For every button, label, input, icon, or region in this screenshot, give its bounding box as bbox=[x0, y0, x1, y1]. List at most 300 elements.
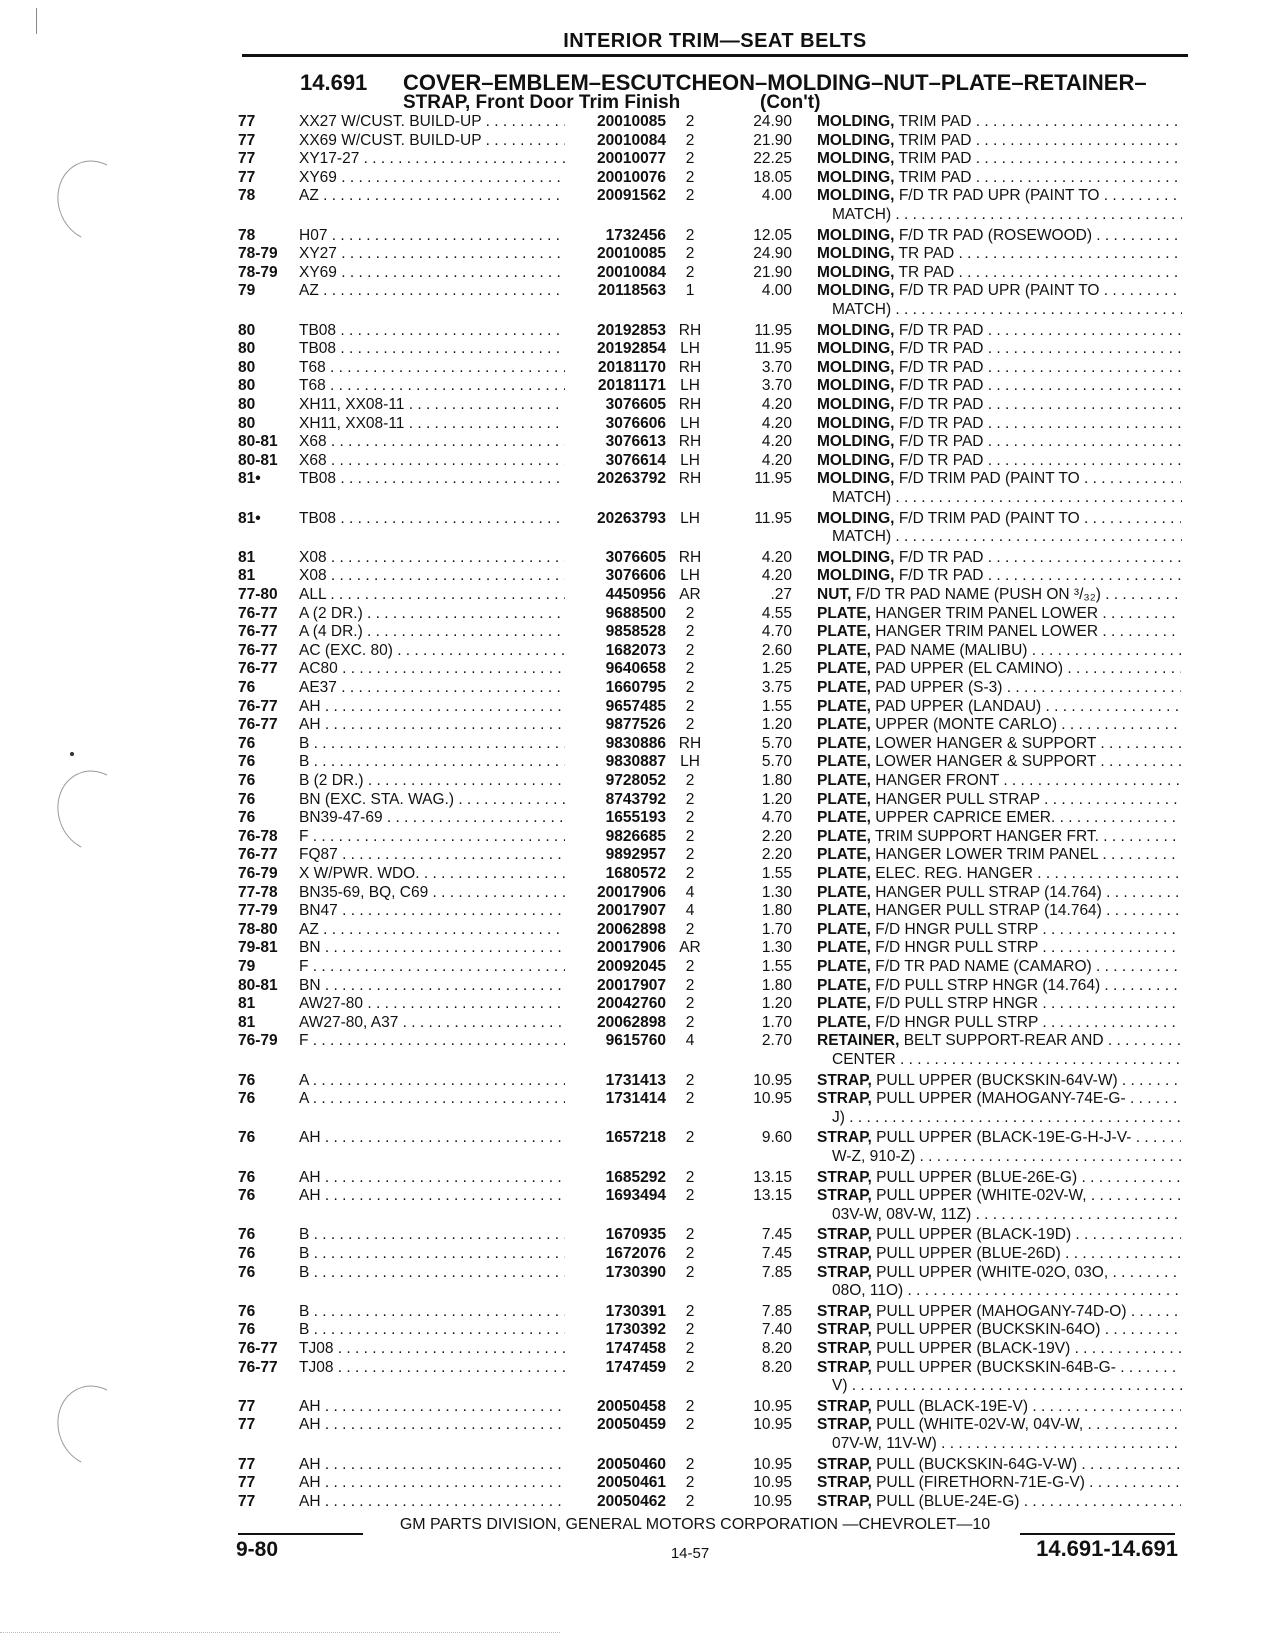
model-year: 81• bbox=[238, 470, 261, 488]
table-row bbox=[0, 642, 1280, 661]
part-description bbox=[817, 623, 1181, 642]
model-code: T68 . . . bbox=[299, 377, 565, 396]
part-noun: MOLDING, bbox=[817, 358, 895, 376]
quantity: 2 bbox=[685, 1416, 695, 1434]
model-year: 79 bbox=[238, 958, 256, 975]
model-code: A (4 DR.) . . . bbox=[299, 623, 565, 642]
part-description bbox=[817, 605, 1181, 624]
model-code: BN35-69, BQ, C69 . . . bbox=[299, 884, 565, 903]
part-number: 20017906 bbox=[566, 884, 666, 903]
model-code: AW27-80 . . . bbox=[299, 995, 565, 1014]
quantity: 2 bbox=[685, 995, 695, 1013]
quantity: 2 bbox=[685, 1474, 695, 1492]
table-row bbox=[0, 884, 1280, 903]
part-number: 20118563 bbox=[566, 282, 666, 301]
part-detail: PULL (FIRETHORN-71E-G-V) bbox=[876, 1474, 1085, 1492]
part-noun: STRAP, bbox=[817, 1090, 872, 1108]
model-code: B . . . bbox=[299, 753, 565, 772]
model-code: TB08 . . . bbox=[299, 470, 565, 489]
part-detail: PULL (WHITE-02V-W, 04V-W, bbox=[876, 1416, 1084, 1434]
quantity: 2 bbox=[685, 1340, 695, 1357]
table-row bbox=[0, 679, 1280, 698]
price: 7.45 bbox=[761, 1245, 792, 1262]
part-number: 1655193 bbox=[566, 809, 666, 828]
part-detail: PULL (BLACK-19E-V) bbox=[876, 1397, 1029, 1415]
model-year: 80 bbox=[238, 396, 256, 413]
group-title-line1: COVER–EMBLEM–ESCUTCHEON–MOLDING–NUT–PLATE–RETAINER– bbox=[403, 70, 1147, 95]
price: 8.20 bbox=[761, 1358, 792, 1376]
price: 3.75 bbox=[761, 679, 792, 696]
part-detail: F/D TR PAD bbox=[898, 548, 984, 566]
model-code: X08 . . . bbox=[299, 567, 565, 586]
model-year: 80 bbox=[238, 377, 256, 395]
part-description bbox=[817, 1416, 1181, 1435]
model-year: 77 bbox=[238, 1455, 256, 1473]
model-year: 76 bbox=[238, 1071, 256, 1089]
table-row bbox=[0, 1303, 1280, 1322]
part-number: 9728052 bbox=[566, 772, 666, 791]
price: 9.60 bbox=[761, 1129, 792, 1147]
model-code: AE37 . . . bbox=[299, 679, 565, 698]
quantity: 2 bbox=[685, 716, 695, 734]
price: 1.55 bbox=[761, 865, 792, 882]
part-detail: HANGER LOWER TRIM PANEL bbox=[875, 846, 1099, 864]
model-year: 76 bbox=[238, 1187, 256, 1205]
part-description bbox=[817, 282, 1181, 301]
part-description bbox=[817, 132, 1181, 151]
model-year: 76-77 bbox=[238, 716, 278, 734]
part-noun: PLATE, bbox=[817, 939, 871, 957]
quantity: 2 bbox=[685, 226, 695, 244]
model-code: AH . . . bbox=[299, 1474, 565, 1493]
model-year: 76-77 bbox=[238, 623, 278, 641]
part-number: 1660795 bbox=[566, 679, 666, 698]
part-description-continued: CENTER . . . bbox=[832, 1051, 1182, 1070]
price: 1.20 bbox=[761, 716, 792, 734]
part-description bbox=[817, 377, 1181, 396]
quantity: 2 bbox=[685, 187, 695, 205]
model-year: 78-79 bbox=[238, 245, 278, 263]
price: 18.05 bbox=[753, 168, 792, 186]
quantity: 2 bbox=[685, 958, 695, 975]
part-description bbox=[817, 1226, 1181, 1245]
quantity: 2 bbox=[685, 1397, 695, 1415]
part-description bbox=[817, 169, 1181, 188]
model-code: BN39-47-69 . . . bbox=[299, 809, 565, 828]
part-detail: PULL UPPER (BUCKSKIN-64O) bbox=[876, 1321, 1101, 1339]
model-year: 76 bbox=[238, 1302, 256, 1320]
price: 11.95 bbox=[754, 470, 792, 488]
part-detail: PULL UPPER (WHITE-02V-W, bbox=[876, 1187, 1087, 1205]
model-code: F . . . bbox=[299, 958, 565, 977]
quantity: LH bbox=[680, 509, 700, 527]
part-noun: MOLDING, bbox=[817, 131, 895, 149]
table-row bbox=[0, 586, 1280, 605]
part-number: 1657218 bbox=[566, 1129, 666, 1148]
model-code: BN (EXC. STA. WAG.) . . . bbox=[299, 791, 565, 810]
part-description bbox=[817, 1359, 1181, 1378]
table-row bbox=[0, 791, 1280, 810]
part-detail: F/D HNGR PULL STRP bbox=[875, 1013, 1039, 1031]
table-row bbox=[0, 828, 1280, 847]
price: 7.85 bbox=[761, 1302, 792, 1320]
quantity: 2 bbox=[685, 245, 695, 263]
part-description bbox=[817, 921, 1181, 940]
part-description-continued: 07V-W, 11V-W) . . . bbox=[832, 1435, 1182, 1454]
part-description bbox=[817, 264, 1181, 283]
part-noun: PLATE, bbox=[817, 1013, 871, 1031]
part-number: 3076614 bbox=[566, 452, 666, 471]
price: 2.20 bbox=[761, 846, 792, 864]
model-year: 76 bbox=[238, 734, 256, 752]
model-year: 80 bbox=[238, 414, 256, 432]
part-number: 20050459 bbox=[566, 1416, 666, 1435]
part-detail: F/D TRIM PAD (PAINT TO bbox=[898, 470, 1080, 488]
quantity: 2 bbox=[685, 1358, 695, 1376]
part-description-continued: MATCH) . . . bbox=[832, 206, 1182, 225]
part-number: 20181170 bbox=[566, 359, 666, 378]
footer-rule-left bbox=[238, 1533, 363, 1535]
part-description bbox=[817, 660, 1181, 679]
part-description bbox=[817, 113, 1181, 132]
model-year: 80-81 bbox=[238, 433, 278, 451]
part-detail: F/D TR PAD bbox=[898, 340, 984, 358]
part-detail: TR PAD bbox=[898, 245, 955, 263]
quantity: AR bbox=[679, 939, 701, 957]
part-noun: PLATE, bbox=[817, 846, 871, 864]
model-code: FQ87 . . . bbox=[299, 846, 565, 865]
table-row bbox=[0, 187, 1280, 224]
part-detail: PAD UPPER (S-3) bbox=[875, 679, 1003, 696]
part-detail: F/D TR PAD bbox=[898, 396, 984, 413]
part-noun: PLATE, bbox=[817, 958, 871, 975]
model-year: 79 bbox=[238, 282, 256, 300]
part-noun: MOLDING, bbox=[817, 377, 895, 395]
table-row bbox=[0, 753, 1280, 772]
table-row bbox=[0, 1416, 1280, 1453]
model-code: TB08 . . . bbox=[299, 322, 565, 341]
part-noun: MOLDING, bbox=[817, 396, 895, 413]
table-row bbox=[0, 846, 1280, 865]
model-year: 80 bbox=[238, 321, 256, 339]
title-rule bbox=[242, 54, 1188, 57]
price: 21.90 bbox=[753, 131, 792, 149]
table-row bbox=[0, 995, 1280, 1014]
part-detail: TR PAD bbox=[898, 263, 955, 281]
model-code: XH11, XX08-11 . . . bbox=[299, 415, 565, 434]
part-noun: MOLDING, bbox=[817, 263, 895, 281]
part-detail: BELT SUPPORT-REAR AND bbox=[903, 1032, 1104, 1050]
part-detail: UPPER CAPRICE EMER. bbox=[875, 809, 1056, 827]
part-number: 8743792 bbox=[566, 791, 666, 810]
quantity: LH bbox=[680, 753, 700, 771]
footer-page-number: 14-57 bbox=[670, 1545, 710, 1562]
part-noun: STRAP, bbox=[817, 1071, 872, 1089]
table-row bbox=[0, 567, 1280, 586]
quantity: RH bbox=[678, 396, 702, 413]
quantity: 2 bbox=[685, 772, 695, 789]
model-code: AC80 . . . bbox=[299, 660, 565, 679]
part-number: 9892957 bbox=[566, 846, 666, 865]
quantity: 2 bbox=[685, 604, 695, 622]
model-code: F . . . bbox=[299, 1032, 565, 1051]
model-year: 81 bbox=[238, 1013, 256, 1031]
part-description-continued: J) . . . bbox=[832, 1109, 1182, 1128]
price: 1.20 bbox=[761, 995, 792, 1013]
part-description bbox=[817, 150, 1181, 169]
part-noun: PLATE, bbox=[817, 604, 871, 622]
part-noun: STRAP, bbox=[817, 1358, 872, 1376]
continued-label: (Con't) bbox=[760, 92, 821, 113]
quantity: 2 bbox=[685, 697, 695, 715]
table-row bbox=[0, 340, 1280, 359]
model-code: XY69 . . . bbox=[299, 169, 565, 188]
part-number: 9640658 bbox=[566, 660, 666, 679]
part-noun: PLATE, bbox=[817, 660, 871, 678]
table-row bbox=[0, 264, 1280, 283]
model-code: BN . . . bbox=[299, 977, 565, 996]
price: 10.95 bbox=[753, 1416, 792, 1434]
model-code: B . . . bbox=[299, 1226, 565, 1245]
table-row bbox=[0, 698, 1280, 717]
part-description bbox=[817, 865, 1181, 884]
table-row bbox=[0, 1129, 1280, 1166]
model-code: BN . . . bbox=[299, 939, 565, 958]
part-noun: STRAP, bbox=[817, 1492, 872, 1510]
part-number: 1731414 bbox=[566, 1090, 666, 1109]
part-number: 9877526 bbox=[566, 716, 666, 735]
model-year: 81 bbox=[238, 567, 256, 585]
price: 10.95 bbox=[753, 1397, 792, 1415]
part-number: 20181171 bbox=[566, 377, 666, 396]
model-code: AH . . . bbox=[299, 1129, 565, 1148]
model-code: B . . . bbox=[299, 1303, 565, 1322]
part-description bbox=[817, 995, 1181, 1014]
part-number: 1732456 bbox=[566, 227, 666, 246]
part-number: 9688500 bbox=[566, 605, 666, 624]
part-noun: STRAP, bbox=[817, 1416, 872, 1434]
part-number: 20010084 bbox=[566, 132, 666, 151]
table-row bbox=[0, 605, 1280, 624]
model-year: 76-77 bbox=[238, 604, 278, 622]
quantity: 2 bbox=[685, 1090, 695, 1108]
part-number: 20010084 bbox=[566, 264, 666, 283]
part-detail: LOWER HANGER & SUPPORT bbox=[875, 753, 1097, 771]
part-number: 1730392 bbox=[566, 1321, 666, 1340]
table-row bbox=[0, 1264, 1280, 1301]
model-code: AH . . . bbox=[299, 1169, 565, 1188]
part-description bbox=[817, 567, 1181, 586]
quantity: 2 bbox=[685, 865, 695, 882]
part-detail: PULL UPPER (BLACK-19D) bbox=[876, 1226, 1072, 1244]
part-detail: PAD UPPER (EL CAMINO) bbox=[875, 660, 1064, 678]
model-year: 76-79 bbox=[238, 1032, 278, 1050]
model-year: 76 bbox=[238, 1263, 256, 1281]
quantity: 2 bbox=[685, 168, 695, 186]
footer-rule-right bbox=[1020, 1533, 1175, 1535]
table-row bbox=[0, 1359, 1280, 1396]
quantity: 2 bbox=[685, 1013, 695, 1031]
model-year: 76 bbox=[238, 753, 256, 771]
part-noun: MOLDING, bbox=[817, 433, 895, 451]
part-description bbox=[817, 510, 1181, 529]
part-description bbox=[817, 772, 1181, 791]
price: 5.70 bbox=[761, 734, 792, 752]
model-year: 78-79 bbox=[238, 263, 278, 281]
price: 1.30 bbox=[761, 883, 792, 901]
model-code: X08 . . . bbox=[299, 549, 565, 568]
model-code: AH . . . bbox=[299, 698, 565, 717]
model-code: F . . . bbox=[299, 828, 565, 847]
part-number: 20092045 bbox=[566, 958, 666, 977]
footer-group-range: 14.691-14.691 bbox=[1036, 1536, 1178, 1561]
part-detail: TRIM PAD bbox=[898, 150, 972, 168]
part-noun: MOLDING, bbox=[817, 470, 895, 488]
part-number: 3076605 bbox=[566, 549, 666, 568]
quantity: 2 bbox=[685, 263, 695, 281]
table-row bbox=[0, 1456, 1280, 1475]
part-description bbox=[817, 828, 1181, 847]
part-noun: PLATE, bbox=[817, 623, 871, 641]
quantity: 2 bbox=[685, 641, 695, 659]
part-description bbox=[817, 227, 1181, 246]
part-number: 1730391 bbox=[566, 1303, 666, 1322]
model-year: 76 bbox=[238, 772, 256, 789]
part-description bbox=[817, 1493, 1181, 1512]
part-number: 9858528 bbox=[566, 623, 666, 642]
price: 7.40 bbox=[761, 1321, 792, 1339]
part-description bbox=[817, 1032, 1181, 1051]
part-description-continued: 03V-W, 08V-W, 11Z) . . . bbox=[832, 1206, 1182, 1225]
part-number: 3076605 bbox=[566, 396, 666, 415]
model-year: 77 bbox=[238, 113, 256, 130]
part-description bbox=[817, 698, 1181, 717]
model-code: TJ08 . . . bbox=[299, 1340, 565, 1359]
model-code: XX27 W/CUST. BUILD-UP . . . bbox=[299, 113, 565, 132]
part-detail: F/D TR PAD UPR (PAINT TO bbox=[898, 187, 1100, 205]
quantity: RH bbox=[678, 734, 702, 752]
model-code: X68 . . . bbox=[299, 452, 565, 471]
model-year: 77 bbox=[238, 168, 256, 186]
part-noun: MOLDING, bbox=[817, 451, 895, 469]
model-year: 80-81 bbox=[238, 976, 278, 994]
model-code: B . . . bbox=[299, 1245, 565, 1264]
price: 1.80 bbox=[761, 902, 792, 920]
footer-date: 9-80 bbox=[236, 1538, 279, 1561]
model-year: 76-79 bbox=[238, 865, 278, 882]
part-number: 1731413 bbox=[566, 1072, 666, 1091]
quantity: 2 bbox=[685, 1226, 695, 1244]
part-number: 9657485 bbox=[566, 698, 666, 717]
quantity: 4 bbox=[685, 883, 695, 901]
part-noun: STRAP, bbox=[817, 1129, 872, 1147]
table-row bbox=[0, 1493, 1280, 1512]
model-year: 76-77 bbox=[238, 641, 278, 659]
part-number: 20062898 bbox=[566, 1014, 666, 1033]
model-year: 81 bbox=[238, 995, 256, 1013]
part-description bbox=[817, 1340, 1181, 1359]
part-detail: F/D TR PAD NAME (PUSH ON ³/₃₂) bbox=[855, 586, 1101, 603]
table-row bbox=[0, 1072, 1280, 1091]
part-number: 3076606 bbox=[566, 415, 666, 434]
part-description bbox=[817, 977, 1181, 996]
part-noun: PLATE, bbox=[817, 716, 871, 734]
price: 13.15 bbox=[753, 1168, 792, 1186]
part-noun: PLATE, bbox=[817, 697, 871, 715]
price: 11.95 bbox=[754, 340, 792, 358]
part-noun: MOLDING, bbox=[817, 150, 895, 168]
part-description bbox=[817, 187, 1181, 206]
table-row bbox=[0, 1090, 1280, 1127]
part-detail: F/D TR PAD (ROSEWOOD) bbox=[898, 226, 1092, 244]
quantity: 2 bbox=[685, 1321, 695, 1339]
quantity: 4 bbox=[685, 902, 695, 920]
table-row bbox=[0, 977, 1280, 996]
quantity: LH bbox=[680, 377, 700, 395]
model-code: TB08 . . . bbox=[299, 510, 565, 529]
part-description bbox=[817, 642, 1181, 661]
table-row bbox=[0, 660, 1280, 679]
part-noun: MOLDING, bbox=[817, 226, 895, 244]
table-row bbox=[0, 1321, 1280, 1340]
model-year: 76 bbox=[238, 1226, 256, 1244]
quantity: RH bbox=[678, 433, 702, 451]
part-description bbox=[817, 939, 1181, 958]
part-description-continued: W-Z, 910-Z) . . . bbox=[832, 1148, 1182, 1167]
price: 2.60 bbox=[761, 641, 792, 659]
part-detail: PULL (BUCKSKIN-64G-V-W) bbox=[876, 1455, 1078, 1473]
model-code: B . . . bbox=[299, 1321, 565, 1340]
table-row bbox=[0, 415, 1280, 434]
part-noun: MOLDING, bbox=[817, 567, 895, 585]
part-number: 20192854 bbox=[566, 340, 666, 359]
price: 1.70 bbox=[761, 1013, 792, 1031]
price: 4.55 bbox=[761, 604, 792, 622]
part-number: 20050460 bbox=[566, 1456, 666, 1475]
table-row bbox=[0, 772, 1280, 791]
part-description bbox=[817, 716, 1181, 735]
part-description bbox=[817, 791, 1181, 810]
part-noun: STRAP, bbox=[817, 1340, 872, 1357]
part-noun: PLATE, bbox=[817, 772, 871, 789]
part-number: 4450956 bbox=[566, 586, 666, 605]
part-number: 20017906 bbox=[566, 939, 666, 958]
table-row bbox=[0, 1169, 1280, 1188]
table-row bbox=[0, 452, 1280, 471]
model-code: H07 . . . bbox=[299, 227, 565, 246]
model-code: BN47 . . . bbox=[299, 902, 565, 921]
quantity: 2 bbox=[685, 660, 695, 678]
model-year: 76 bbox=[238, 1129, 256, 1147]
part-detail: PULL UPPER (BLACK-19V) bbox=[876, 1340, 1071, 1357]
page-edge-mark bbox=[36, 8, 37, 34]
model-year: 76-77 bbox=[238, 1340, 278, 1357]
part-noun: MOLDING, bbox=[817, 282, 895, 300]
model-year: 79-81 bbox=[238, 939, 278, 957]
part-detail: HANGER PULL STRAP bbox=[875, 790, 1040, 808]
price: 1.70 bbox=[761, 920, 792, 938]
part-detail: PULL UPPER (BLUE-26E-G) bbox=[876, 1168, 1078, 1186]
table-row bbox=[0, 433, 1280, 452]
part-number: 9830887 bbox=[566, 753, 666, 772]
part-description bbox=[817, 1474, 1181, 1493]
part-detail: F/D TR PAD bbox=[898, 377, 984, 395]
model-code: XY27 . . . bbox=[299, 245, 565, 264]
model-code: AZ . . . bbox=[299, 282, 565, 301]
price: 24.90 bbox=[753, 245, 792, 263]
part-detail: F/D TR PAD bbox=[898, 414, 984, 432]
part-description bbox=[817, 958, 1181, 977]
